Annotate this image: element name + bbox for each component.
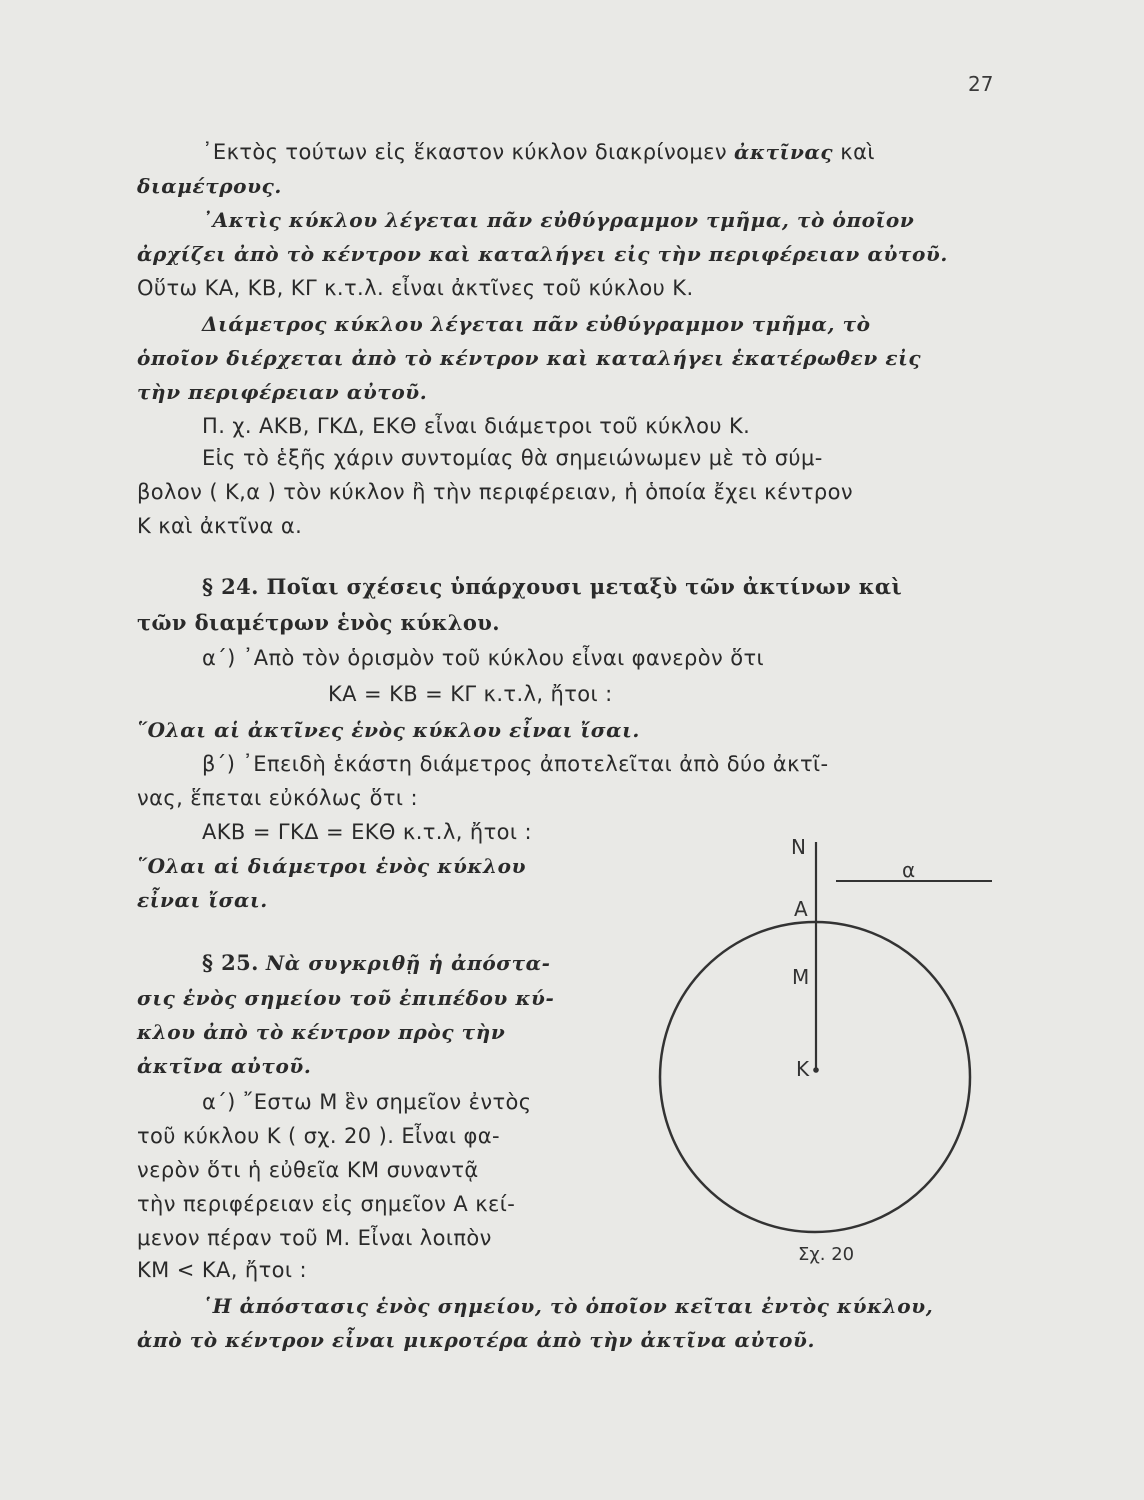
equation-line: ΚΑ = ΚΒ = ΚΓ κ.τ.λ, ἤτοι :	[328, 682, 613, 706]
definition-text: ὁποῖον διέρχεται ἀπὸ τὸ κέντρον καὶ καταλήγει ἑκατέρωθεν εἰς	[137, 346, 922, 370]
section-title-continued: σις ἑνὸς σημείου τοῦ ἐπιπέδου κύ-	[137, 986, 555, 1010]
text-line: νας, ἕπεται εὐκόλως ὅτι :	[137, 786, 418, 810]
definition-text: ᾿Ακτὶς κύκλου λέγεται πᾶν εὐθύγραμμον τμῆμα, τὸ ὁποῖον	[202, 208, 915, 232]
text-line: μενον πέραν τοῦ Μ. Εἶναι λοιπὸν	[137, 1226, 492, 1250]
label-alpha: α	[902, 858, 916, 882]
section-title-continued: ἀκτῖνα αὐτοῦ.	[137, 1054, 312, 1078]
text-line: β΄) ᾿Επειδὴ ἑκάστη διάμετρος ἀποτελεῖται ἀπὸ δύο ἀκτῖ-	[202, 752, 829, 776]
text-line: Οὕτω ΚΑ, ΚΒ, ΚΓ κ.τ.λ. εἶναι ἀκτῖνες τοῦ κύκλου Κ.	[137, 276, 694, 300]
text-line: α΄) ᾿Απὸ τὸν ὁρισμὸν τοῦ κύκλου εἶναι φανερὸν ὅτι	[202, 646, 765, 670]
text-line: τὴν περιφέρειαν εἰς σημεῖον Α κεί-	[137, 1192, 516, 1216]
theorem-text: ἀπὸ τὸ κέντρον εἶναι μικροτέρα ἀπὸ τὴν ἀκτῖνα αὐτοῦ.	[137, 1328, 816, 1352]
section-title: Νὰ συγκριθῇ ἡ ἀπόστα-	[265, 951, 551, 975]
text-line: Κ καὶ ἀκτῖνα α.	[137, 514, 303, 538]
equation-line: ΑΚΒ = ΓΚΔ = ΕΚΘ κ.τ.λ, ἤτοι :	[202, 820, 532, 844]
section-number: § 25.	[202, 950, 259, 975]
definition-text: τὴν περιφέρειαν αὐτοῦ.	[137, 380, 428, 404]
definition-text: διαμέτρους.	[137, 174, 282, 198]
section-title-continued: κλου ἀπὸ τὸ κέντρον πρὸς τὴν	[137, 1020, 506, 1044]
label-K: K	[796, 1057, 810, 1081]
text-span: καὶ	[840, 140, 875, 164]
theorem-text: ῞Ολαι αἱ ἀκτῖνες ἑνὸς κύκλου εἶναι ἴσαι.	[137, 718, 640, 742]
definition-text: Διάμετρος κύκλου λέγεται πᾶν εὐθύγραμμον τμῆμα, τὸ	[202, 312, 871, 336]
label-M: M	[792, 965, 810, 989]
section-24-heading	[202, 574, 902, 599]
text-line: ΚΜ < ΚΑ, ἤτοι :	[137, 1258, 307, 1282]
theorem-text: εἶναι ἴσαι.	[137, 888, 268, 912]
label-A: A	[794, 897, 808, 921]
section-25-heading	[202, 950, 551, 975]
figure-20	[640, 820, 1010, 1280]
section-title: Ποῖαι σχέσεις ὑπάρχουσι μεταξὺ τῶν ἀκτίνων καὶ	[266, 574, 903, 599]
text-line: νερὸν ὅτι ἡ εὐθεῖα ΚΜ συναντᾷ	[137, 1158, 479, 1182]
text-line	[202, 140, 875, 164]
emphasis-term: ἀκτῖνας	[734, 140, 834, 164]
figure-caption: Σχ. 20	[798, 1244, 855, 1265]
theorem-text: ῾Η ἀπόστασις ἑνὸς σημείου, τὸ ὁποῖον κεῖται ἐντὸς κύκλου,	[202, 1294, 934, 1318]
text-line: α΄) ῎Εστω Μ ἓν σημεῖον ἐντὸς	[202, 1090, 532, 1114]
theorem-text: ῞Ολαι αἱ διάμετροι ἑνὸς κύκλου	[137, 854, 527, 878]
section-title-continued: τῶν διαμέτρων ἑνὸς κύκλου.	[137, 610, 500, 635]
center-point	[813, 1067, 819, 1073]
text-span: ᾿Εκτὸς τούτων εἰς ἕκαστον κύκλον διακρίνομεν	[202, 140, 727, 164]
text-line: βολον ( Κ,α ) τὸν κύκλον ἢ τὴν περιφέρειαν, ἡ ὁποία ἔχει κέντρον	[137, 480, 853, 504]
page-number: 27	[968, 72, 994, 96]
text-line: Π. χ. ΑΚΒ, ΓΚΔ, ΕΚΘ εἶναι διάμετροι τοῦ κύκλου Κ.	[202, 414, 751, 438]
section-number: § 24.	[202, 574, 259, 599]
definition-text: ἀρχίζει ἀπὸ τὸ κέντρον καὶ καταλήγει εἰς τὴν περιφέρειαν αὐτοῦ.	[137, 242, 948, 266]
text-line: Εἰς τὸ ἑξῆς χάριν συντομίας θὰ σημειώνωμεν μὲ τὸ σύμ-	[202, 446, 823, 470]
label-N: N	[791, 835, 806, 859]
text-line: τοῦ κύκλου Κ ( σχ. 20 ). Εἶναι φα-	[137, 1124, 500, 1148]
